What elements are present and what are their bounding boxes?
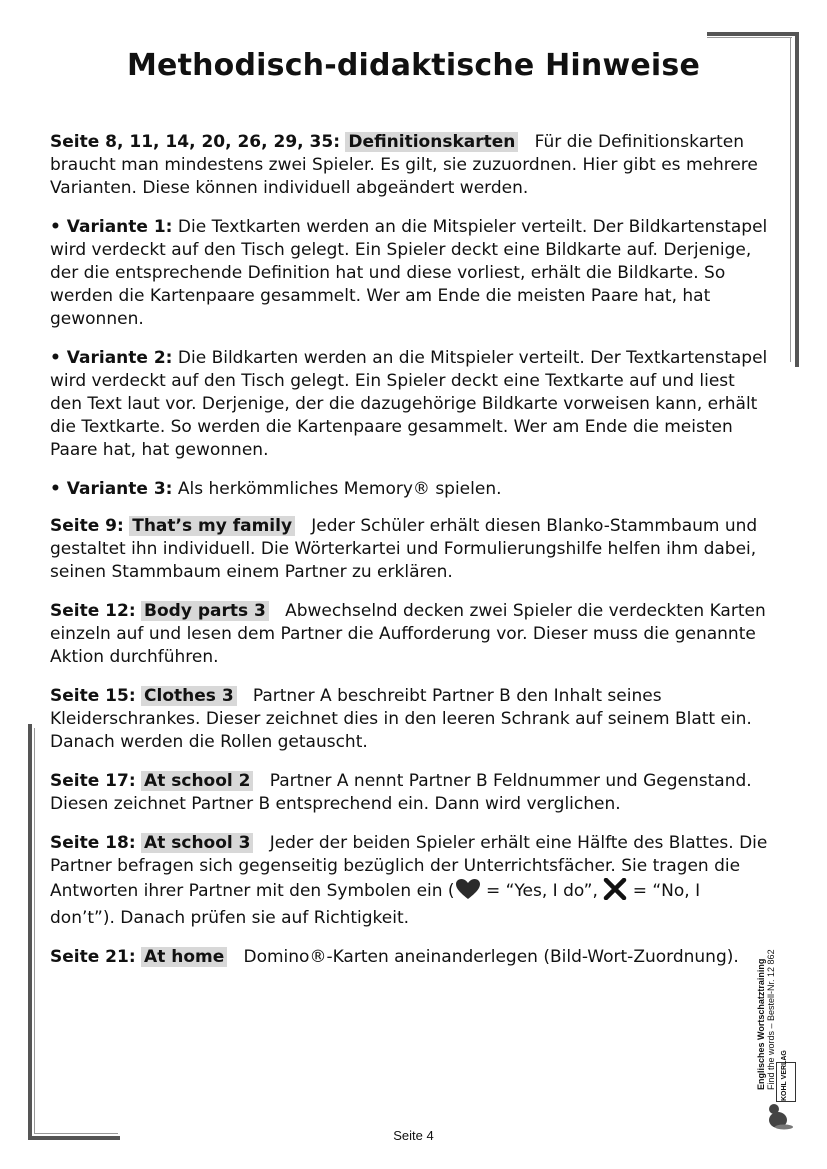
- section-topic: Clothes 3: [141, 686, 237, 706]
- section-body-parts-3: [50, 600, 770, 669]
- heart-icon: [455, 878, 481, 907]
- section-topic: At school 2: [141, 771, 253, 791]
- section-definitionskarten: [50, 131, 770, 200]
- section-text: Partner A beschreibt Partner B den Inhalt seines Kleiderschrankes. Dieser zeichnet dies in den leeren Schrank auf seinem Blatt ein. Danach werden die Rollen getauscht.: [50, 686, 752, 752]
- publisher-logo: [776, 1050, 796, 1102]
- section-at-school-3: [50, 832, 770, 930]
- section-pages: Seite 12:: [50, 601, 136, 621]
- section-pages: Seite 9:: [50, 516, 124, 536]
- section-text: Abwechselnd decken zwei Spieler die verdeckten Karten einzeln auf und lesen dem Partner die Aufforderung vor. Dieser muss die genannte Aktion durchführen.: [50, 601, 766, 667]
- section-thats-my-family: [50, 515, 770, 584]
- section-pages: Seite 15:: [50, 686, 136, 706]
- frame-edge-left: [28, 724, 32, 1140]
- variant-2: [50, 347, 770, 462]
- frame-corner-top-right: [707, 32, 799, 36]
- section-text: Domino®-Karten aneinanderlegen (Bild-Wort-Zuordnung).: [243, 947, 739, 967]
- book-title: Englisches Wortschatztraining: [756, 958, 766, 1090]
- section-text: Jeder der beiden Spieler erhält eine Hälfte des Blattes. Die Partner befragen sich gegenseitig bezüglich der Unterrichtsfächer. Sie tragen die Antworten ihrer Partner mit den Symbolen ein (: [50, 833, 768, 901]
- section-clothes-3: [50, 685, 770, 754]
- section-text-no: = “No, I don’t”). Danach prüfen sie auf Richtigkeit.: [50, 881, 701, 928]
- page-number: Seite 4: [393, 1128, 434, 1143]
- variant-label: • Variante 3:: [50, 479, 173, 499]
- section-pages: Seite 17:: [50, 771, 136, 791]
- section-text: Partner A nennt Partner B Feldnummer und Gegenstand. Diesen zeichnet Partner B entsprechend ein. Dann wird verglichen.: [50, 771, 752, 814]
- page-title: Methodisch-didaktische Hinweise: [126, 48, 701, 83]
- frame-corner-top-right-inner: [707, 37, 792, 38]
- variant-3: [50, 478, 770, 501]
- section-at-school-2: [50, 770, 770, 816]
- variant-1: [50, 216, 770, 331]
- order-info: Find the words – Bestell-Nr. 12 862: [766, 949, 776, 1090]
- section-topic: That’s my family: [129, 516, 295, 536]
- section-pages: Seite 18:: [50, 833, 136, 853]
- section-topic: At home: [141, 947, 227, 967]
- section-topic: Definitionskarten: [345, 132, 518, 152]
- variant-label: • Variante 2:: [50, 348, 173, 368]
- cross-icon: [603, 878, 627, 907]
- variant-label: • Variante 1:: [50, 217, 173, 237]
- variant-text: Als herkömmliches Memory® spielen.: [177, 479, 502, 499]
- section-topic: At school 3: [141, 833, 253, 853]
- section-pages: Seite 21:: [50, 947, 136, 967]
- frame-edge-right-inner: [790, 37, 791, 362]
- section-at-home: [50, 946, 770, 969]
- frame-edge-left-inner: [34, 728, 35, 1134]
- variant-text: Die Textkarten werden an die Mitspieler verteilt. Der Bildkartenstapel wird verdeckt auf den Tisch gelegt. Ein Spieler deckt eine Bildkarte auf. Derjenige, der die entsprechende Definition hat und diese vorliest, erhält die Bildkarte. So werden die Kartenpaare gesammelt. Wer am Ende die meisten Paare hat, hat gewonnen.: [50, 217, 768, 329]
- section-pages: Seite 8, 11, 14, 20, 26, 29, 35:: [50, 132, 341, 152]
- section-text: Jeder Schüler erhält diesen Blanko-Stammbaum und gestaltet ihn individuell. Die Wörterkartei und Formulierungshilfe helfen ihm dabei, seinen Stammbaum einem Partner zu erklären.: [50, 516, 758, 582]
- publisher-sidebar: [756, 949, 776, 1090]
- logo-text: KOHL VERLAG: [781, 1050, 788, 1101]
- section-topic: Body parts 3: [141, 601, 269, 621]
- section-text: Für die Definitionskarten braucht man mindestens zwei Spieler. Es gilt, sie zuzuordnen. Hier gibt es mehrere Varianten. Diese können individuell abgeändert werden.: [50, 132, 758, 198]
- instructions-body: [50, 131, 770, 985]
- section-text-yes: = “Yes, I do”,: [485, 881, 598, 901]
- variant-text: Die Bildkarten werden an die Mitspieler verteilt. Der Textkartenstapel wird verdeckt auf den Tisch gelegt. Ein Spieler deckt eine Textkarte auf und liest den Text laut vor. Derjenige, der die dazugehörige Bildkarte vorweisen kann, erhält die Textkarte. So werden die Kartenpaare gesammelt. Wer am Ende die meisten Paare hat, hat gewonnen.: [50, 348, 768, 460]
